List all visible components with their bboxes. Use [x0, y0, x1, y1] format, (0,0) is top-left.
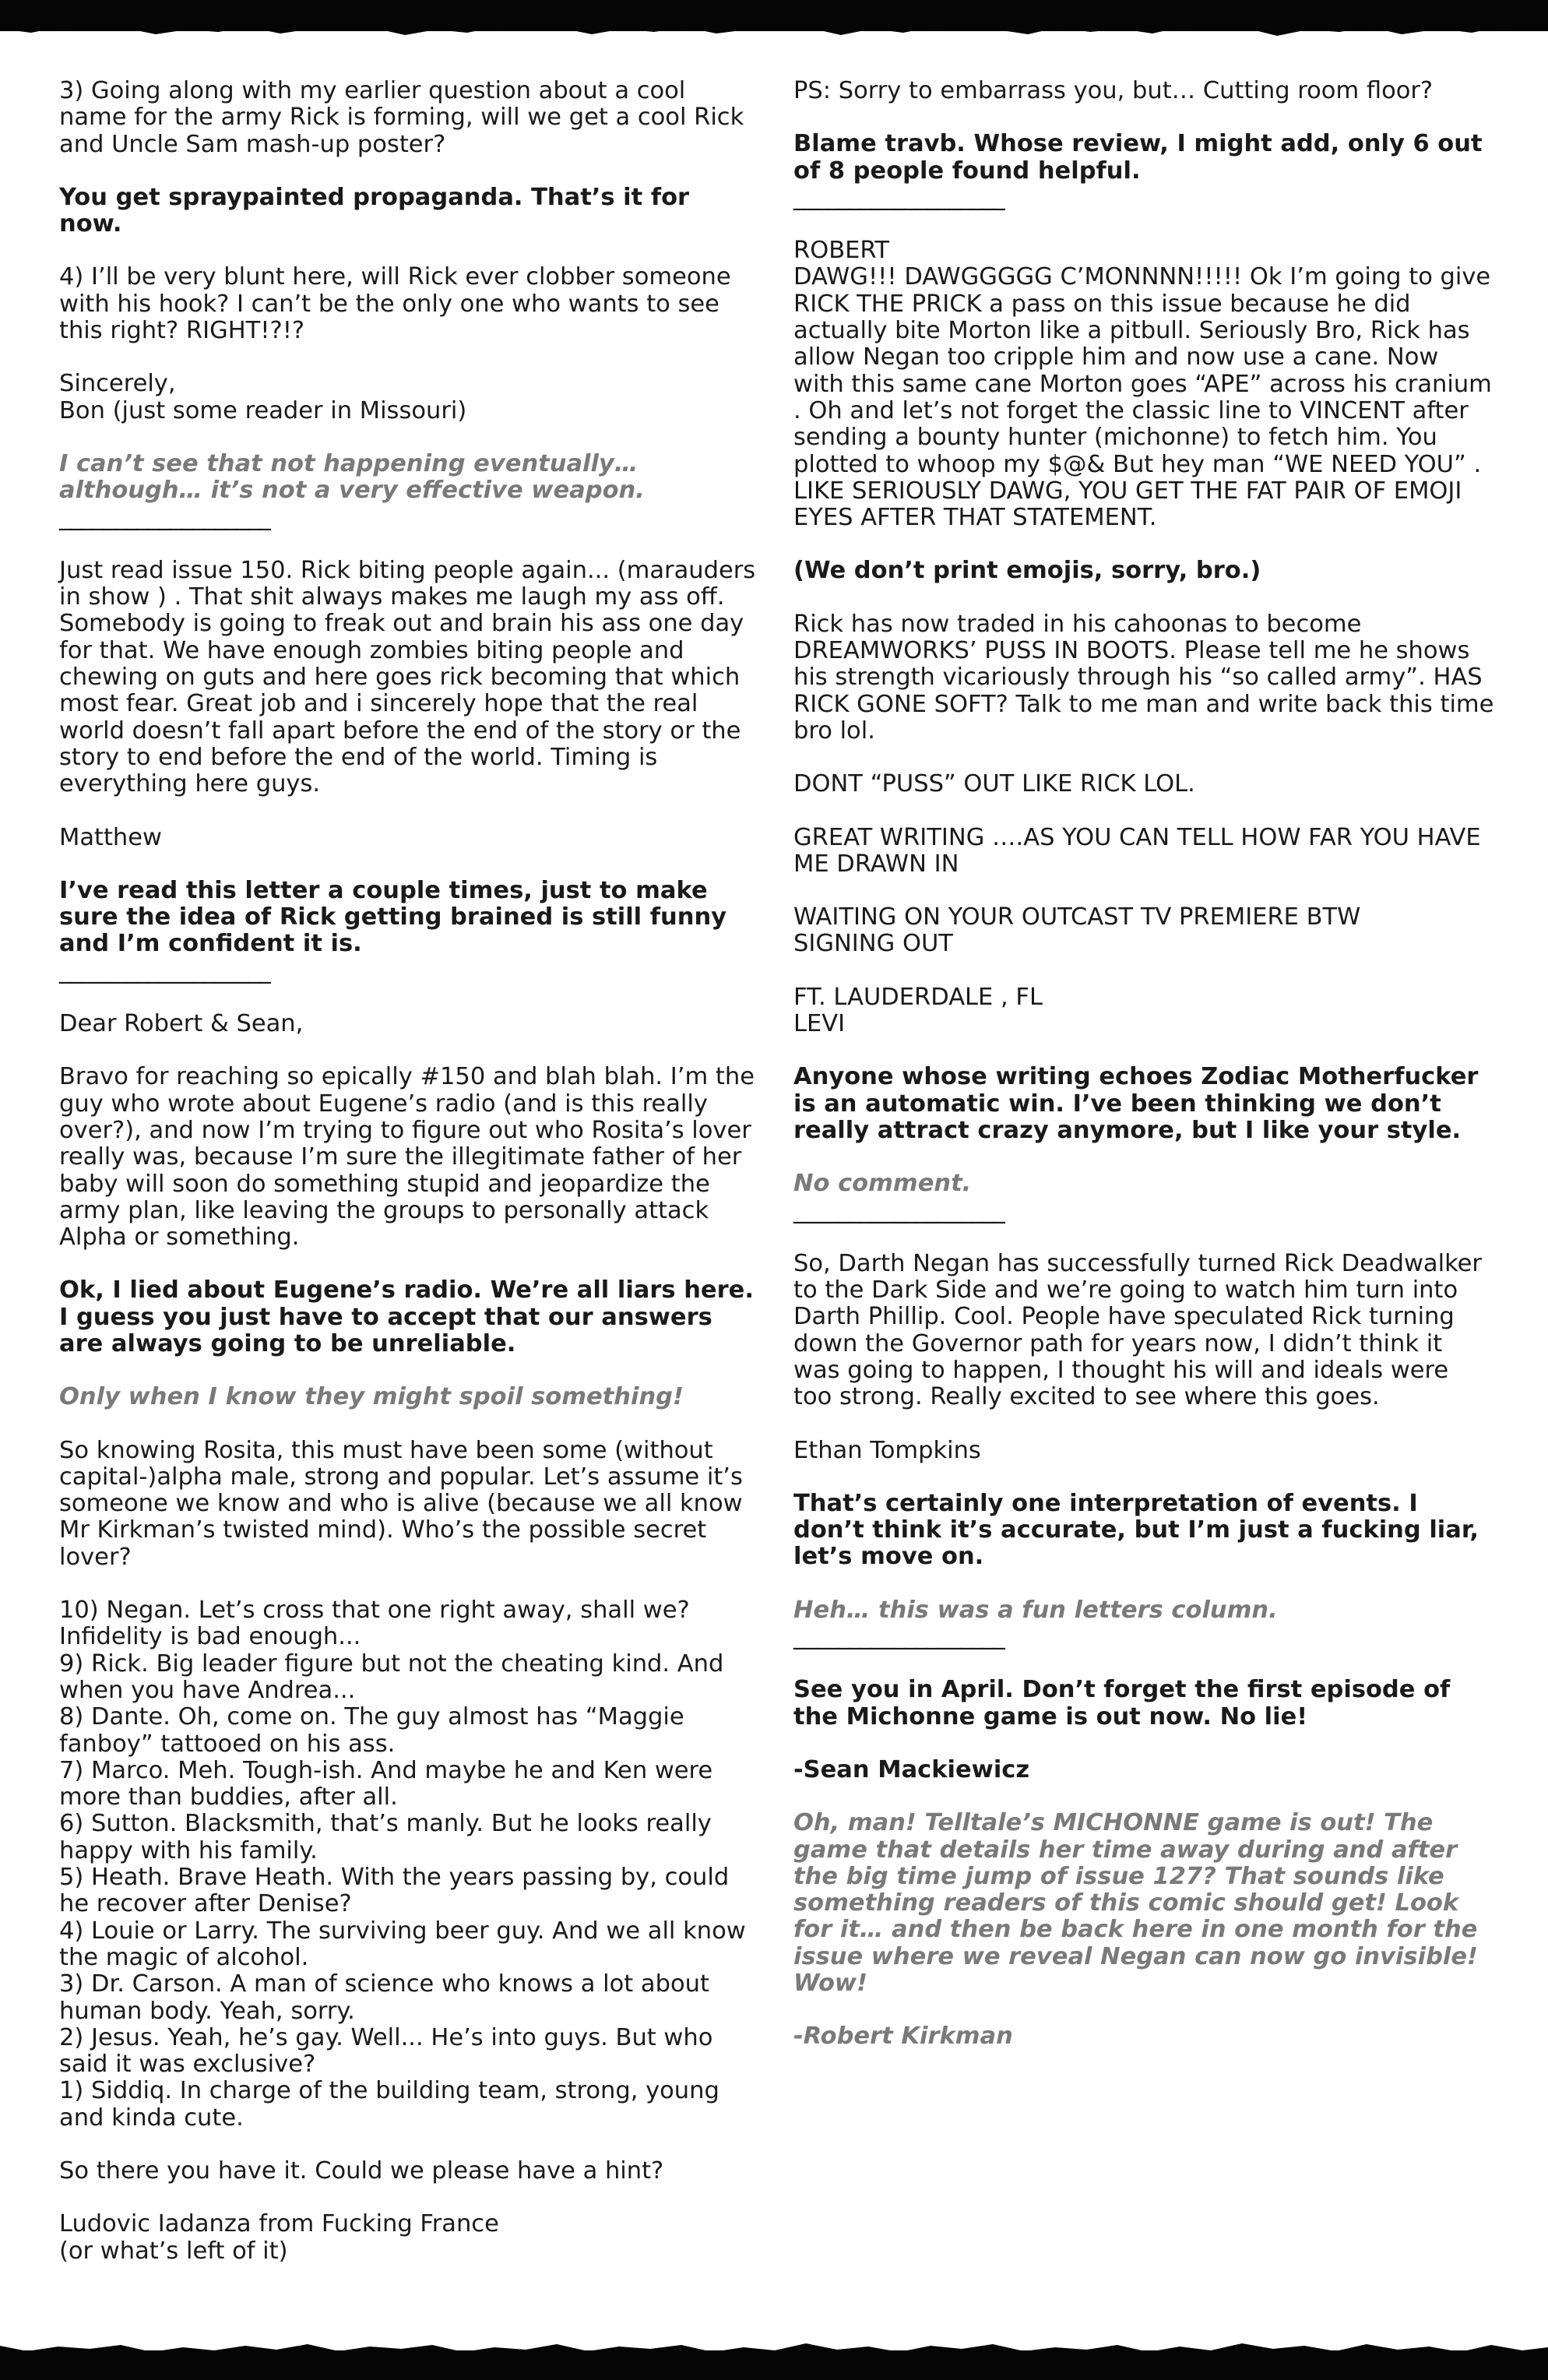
- right-section-divider: ___________________: [793, 1196, 1004, 1224]
- right-letter-paragraph: WAITING ON YOUR OUTCAST TV PREMIERE BTW SIGNING OUT: [793, 903, 1361, 958]
- left-letter-paragraph: 4) I’ll be very blunt here, will Rick ever clobber someone with his hook? I can’t be the only one who wants to see this right? RIGHT!?!?: [59, 263, 731, 345]
- left-letter-paragraph: Dear Robert & Sean,: [59, 1010, 304, 1038]
- right-kirkman-response: No comment.: [793, 1170, 972, 1198]
- left-letter-paragraph: Bravo for reaching so epically #150 and blah blah. I’m the guy who wrote about Eugene’s radio (and is this really over?), and now I’m trying to figure out who Rosita’s lover really was, because I’m sure the illegitimate father of her baby will soon do something stupid and jeopardize the army plan, like leaving the groups to personally attack Alpha or something.: [59, 1063, 755, 1252]
- right-kirkman-response: Oh, man! Telltale’s MICHONNE game is out! The game that details her time away during and after the big time jump of issue 127? That sounds like something readers of this comic should get! Look for it… and then be back here in one month for the issue where we reveal Negan can now go invisible! Wow!: [793, 1809, 1478, 1998]
- left-editor-response: You get spraypainted propaganda. That’s it for now.: [59, 183, 690, 238]
- left-letter-paragraph: Just read issue 150. Rick biting people again... (marauders in show ) . That shit always makes me laugh my ass off. Somebody is going to freak out and brain his ass one day for that. We have enough zombies biting people and chewing on guts and here goes rick becoming that which most fear. Great job and i sincerely hope that the real world doesn’t fall apart before the end of the story or the story to end before the end of the world. Timing is everything here guys.: [59, 556, 756, 798]
- left-column: [59, 78, 760, 2291]
- right-kirkman-response: Heh… this was a fun letters column.: [793, 1596, 1278, 1624]
- right-section-divider: ___________________: [793, 1623, 1004, 1651]
- torn-edge-top: [0, 22, 1548, 45]
- right-letter-paragraph: So, Darth Negan has successfully turned Rick Deadwalker to the Dark Side and we’re going to watch him turn into Darth Phillip. Cool. People have speculated Rick turning down the Governor path for years now, I didn’t think it was going to happen, I thought his will and ideals were too strong. Really excited to see where this goes.: [793, 1249, 1482, 1411]
- left-letter-paragraph: So there you have it. Could we please have a hint?: [59, 2157, 664, 2185]
- right-editor-response: (We don’t print emojis, sorry, bro.): [793, 557, 1261, 585]
- right-letter-paragraph: GREAT WRITING ….AS YOU CAN TELL HOW FAR YOU HAVE ME DRAWN IN: [793, 823, 1481, 878]
- right-letter-paragraph: DONT “PUSS” OUT LIKE RICK LOL.: [793, 770, 1195, 798]
- top-border: [0, 0, 1548, 31]
- right-editor-response: Blame travb. Whose review, I might add, only 6 out of 8 people found helpful.: [793, 130, 1483, 185]
- right-editor-response: -Sean Mackiewicz: [793, 1755, 1030, 1783]
- left-letter-paragraph: 3) Going along with my earlier question about a cool name for the army Rick is forming, will we get a cool Rick and Uncle Sam mash-up poster?: [59, 77, 744, 158]
- left-kirkman-response: I can’t see that not happening eventually… although… it’s not a very effective weapon.: [59, 449, 645, 505]
- right-editor-response: See you in April. Don’t forget the first episode of the Michonne game is out now. No lie!: [793, 1676, 1451, 1730]
- left-letter-paragraph: Sincerely, Bon (just some reader in Missouri): [59, 370, 467, 424]
- right-letter-paragraph: FT. LAUDERDALE , FL LEVI: [793, 983, 1043, 1038]
- right-kirkman-response: -Robert Kirkman: [793, 2023, 1013, 2051]
- right-letter-paragraph: Rick has now traded in his cahoonas to become DREAMWORKS’ PUSS IN BOOTS. Please tell me he shows his strength vicariously through his “so called army”. HAS RICK GONE SOFT? Talk to me man and write back this time bro lol.: [793, 610, 1494, 745]
- right-section-divider: ___________________: [793, 183, 1004, 211]
- right-letter-paragraph: PS: Sorry to embarrass you, but… Cutting room floor?: [793, 77, 1434, 104]
- right-editor-response: That’s certainly one interpretation of events. I don’t think it’s accurate, but I’m just a fucking liar, let’s move on.: [793, 1489, 1479, 1571]
- right-letter-paragraph: ROBERT DAWG!!! DAWGGGGG C’MONNNN!!!!! Ok I’m going to give RICK THE PRICK a pass on this issue because he did actually bite Morton like a pitbull. Seriously Bro, Rick has allow Negan too cripple him and now use a cane. Now with this same cane Morton goes “APE” across his cranium . Oh and let’s not forget the classic line to VINCENT after sending a bounty hunter (michonne) to fetch him. You plotted to whoop my $@& But hey man “WE NEED YOU” . LIKE SERIOUSLY DAWG, YOU GET THE FAT PAIR OF EMOJI EYES AFTER THAT STATEMENT.: [793, 237, 1492, 532]
- left-editor-response: Ok, I lied about Eugene’s radio. We’re all liars here. I guess you just have to accept that our answers are always going to be unreliable.: [59, 1276, 754, 1357]
- left-section-divider: ___________________: [59, 503, 270, 531]
- left-letter-paragraph: So knowing Rosita, this must have been some (without capital-)alpha male, strong and popular. Let’s assume it’s someone we know and who is alive (because we all know Mr Kirkman’s twisted mind). Who’s the possible secret lover?: [59, 1436, 743, 1571]
- bottom-border: [0, 2350, 1548, 2380]
- left-editor-response: I’ve read this letter a couple times, just to make sure the idea of Rick getting brained is still funny and I’m confident it is.: [59, 876, 727, 958]
- right-letter-paragraph: Ethan Tompkins: [793, 1436, 981, 1464]
- left-section-divider: ___________________: [59, 956, 270, 984]
- right-column: [793, 78, 1494, 2077]
- left-letter-paragraph: Matthew: [59, 823, 162, 851]
- torn-edge-bottom: [0, 2333, 1548, 2357]
- right-editor-response: Anyone whose writing echoes Zodiac Motherfucker is an automatic win. I’ve been thinking we don’t really attract crazy anymore, but I like your style.: [793, 1063, 1479, 1144]
- left-letter-paragraph: Ludovic Iadanza from Fucking France (or what’s left of it): [59, 2210, 499, 2265]
- left-letter-paragraph: 10) Negan. Let’s cross that one right away, shall we? Infidelity is bad enough... 9) Rick. Big leader figure but not the cheating kind. And when you have Andrea... 8) Dante. Oh, come on. The guy almost has “Maggie fanboy” tattooed on his ass. 7) Marco. Meh. Tough-ish. And maybe he and Ken were more than buddies, after all. 6) Sutton. Blacksmith, that’s manly. But he looks really happy with his family. 5) Heath. Brave Heath. With the years passing by, could he recover after Denise? 4) Louie or Larry. The surviving beer guy. And we all know the magic of alcohol. 3) Dr. Carson. A man of science who knows a lot about human body. Yeah, sorry. 2) Jesus. Yeah, he’s gay. Well... He’s into guys. But who said it was exclusive? 1) Siddiq. In charge of the building team, strong, young and kinda cute.: [59, 1597, 746, 2132]
- left-kirkman-response: Only when I know they might spoil something!: [59, 1383, 684, 1411]
